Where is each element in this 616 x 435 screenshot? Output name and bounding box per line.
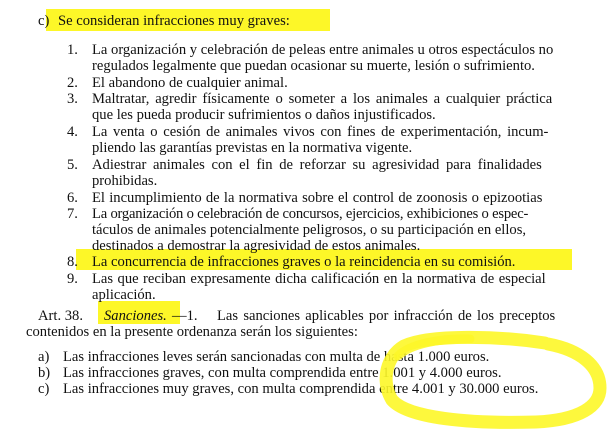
item-number: 6. bbox=[67, 190, 78, 206]
sanction-text: Las infracciones leves serán sancionadas con multa de hasta 1.000 euros. bbox=[63, 349, 490, 365]
section-c-heading: Se consideran infracciones muy graves: bbox=[58, 13, 290, 29]
item-number: 3. bbox=[67, 91, 78, 107]
item-text-line: Maltratar, agredir físicamente o someter a los animales a cualquier práctica bbox=[92, 91, 553, 107]
sanction-label: c) bbox=[38, 381, 50, 397]
article-text-line: contenidos en la presente ordenanza serán los siguientes: bbox=[26, 324, 358, 340]
item-number: 4. bbox=[67, 124, 78, 140]
article-dash-number: —1. bbox=[172, 308, 198, 324]
sanction-text: Las infracciones graves, con multa comprendida entre 1.001 y 4.000 euros. bbox=[63, 365, 502, 381]
item-number: 2. bbox=[67, 75, 78, 91]
item-number: 9. bbox=[67, 271, 78, 287]
item-text-line: La concurrencia de infracciones graves o la reincidencia en su comisión. bbox=[92, 254, 516, 270]
item-text-line: Adiestrar animales con el fin de reforzar su agresividad para finalidades bbox=[92, 157, 542, 173]
item-text-line: La organización y celebración de peleas entre animales u otros espectáculos no bbox=[92, 42, 554, 58]
item-text-line: destinados a demostrar la agresividad de estos animales. bbox=[92, 238, 421, 254]
sanction-label: b) bbox=[38, 365, 51, 381]
item-number: 5. bbox=[67, 157, 78, 173]
item-text-line: La venta o cesión de animales vivos con fines de experimentación, incum- bbox=[92, 124, 549, 140]
item-number: 1. bbox=[67, 42, 78, 58]
item-text-line: La organización o celebración de concursos, ejercicios, exhibiciones o espec- bbox=[92, 206, 529, 222]
sanction-text: Las infracciones muy graves, con multa comprendida entre 4.001 y 30.000 euros. bbox=[63, 381, 539, 397]
item-text-line: El incumplimiento de la normativa sobre el control de zoonosis o epizootias bbox=[92, 190, 543, 206]
item-text-line: prohibidas. bbox=[92, 173, 158, 189]
item-text-line: regulados legalmente que puedan ocasionar su muerte, lesión o sufrimiento. bbox=[92, 58, 535, 74]
section-c-label: c) bbox=[38, 13, 50, 29]
article-text-line: Las sanciones aplicables por infracción de los preceptos bbox=[217, 308, 556, 324]
item-text-line: El abandono de cualquier animal. bbox=[92, 75, 288, 91]
item-text-line: Las que reciban expresamente dicha calificación en la normativa de especial bbox=[92, 271, 546, 287]
article-title: Sanciones. bbox=[104, 308, 167, 324]
item-number: 7. bbox=[67, 206, 78, 222]
item-text-line: aplicación. bbox=[92, 287, 156, 303]
item-text-line: táculos de animales potencialmente peligrosos, o su participación en ellos, bbox=[92, 222, 527, 238]
sanction-label: a) bbox=[38, 349, 50, 365]
item-text-line: pliendo las garantías previstas en la normativa vigente. bbox=[92, 140, 413, 156]
article-prefix: Art. 38. bbox=[38, 308, 83, 324]
item-text-line: que les pueda producir sufrimientos o daños injustificados. bbox=[92, 107, 436, 123]
item-number: 8. bbox=[67, 254, 78, 270]
